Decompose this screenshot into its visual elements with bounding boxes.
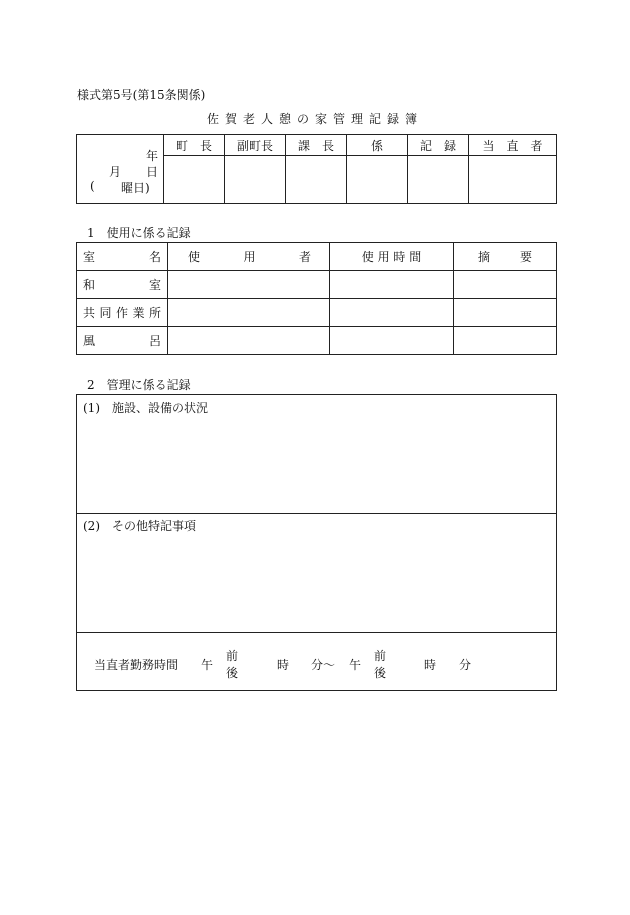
- duty-text: 午: [201, 658, 214, 672]
- usage-table: [76, 242, 557, 355]
- cell-time[interactable]: [330, 327, 454, 355]
- form-label: 様式第5号(第15条関係): [77, 88, 206, 102]
- stamp-box[interactable]: [408, 156, 469, 204]
- duty-text: 前: [226, 649, 239, 663]
- duty-hours-row: [77, 635, 556, 691]
- header-chou: 町 長: [164, 135, 225, 156]
- cell-user[interactable]: [168, 271, 330, 299]
- duty-text: 前: [374, 649, 387, 663]
- date-cell: [77, 135, 164, 204]
- section1-heading: 1 使用に係る記録: [87, 226, 191, 240]
- date-month: 月: [109, 165, 122, 179]
- stamp-box[interactable]: [164, 156, 225, 204]
- duty-text: 分〜: [311, 658, 336, 672]
- date-weekday: 曜日): [121, 181, 150, 195]
- special-notes-label: (2) その他特記事項: [83, 519, 196, 533]
- section2-heading: 2 管理に係る記録: [87, 378, 191, 392]
- header-fukuchou: 副町長: [225, 135, 286, 156]
- date-paren: (: [90, 179, 95, 193]
- duty-text: 時: [277, 658, 290, 672]
- duty-text: 分: [459, 658, 472, 672]
- stamp-box[interactable]: [347, 156, 408, 204]
- duty-text: 時: [424, 658, 437, 672]
- cell-summary[interactable]: [454, 299, 557, 327]
- col-user: 使 用 者: [168, 243, 330, 271]
- header-kakari: 係: [347, 135, 408, 156]
- header-kachou: 課 長: [286, 135, 347, 156]
- col-time: 使 用 時 間: [330, 243, 454, 271]
- col-summary: 摘 要: [454, 243, 557, 271]
- room-furo: 風 呂: [77, 327, 168, 355]
- duty-label: 当直者勤務時間: [94, 658, 179, 672]
- date-year: 年: [146, 149, 159, 163]
- cell-summary[interactable]: [454, 271, 557, 299]
- header-touchoku: 当 直 者: [469, 135, 557, 156]
- facility-status-field[interactable]: [77, 395, 556, 514]
- cell-time[interactable]: [330, 299, 454, 327]
- cell-user[interactable]: [168, 327, 330, 355]
- facility-status-label: (1) 施設、設備の状況: [83, 401, 208, 415]
- col-room: 室 名: [77, 243, 168, 271]
- room-washitsu: 和 室: [77, 271, 168, 299]
- duty-text: 午: [349, 658, 362, 672]
- stamp-box[interactable]: [286, 156, 347, 204]
- special-notes-field[interactable]: [77, 513, 556, 633]
- cell-summary[interactable]: [454, 327, 557, 355]
- header-kiroku: 記 録: [408, 135, 469, 156]
- room-kyoudou: 共 同 作 業 所: [77, 299, 168, 327]
- stamp-box[interactable]: [469, 156, 557, 204]
- stamp-box[interactable]: [225, 156, 286, 204]
- management-box: [76, 394, 557, 691]
- approval-table: [76, 134, 557, 204]
- cell-time[interactable]: [330, 271, 454, 299]
- duty-text: 後: [226, 666, 239, 680]
- cell-user[interactable]: [168, 299, 330, 327]
- duty-text: 後: [374, 666, 387, 680]
- page-title: 佐賀老人憩の家管理記録簿: [206, 112, 423, 126]
- date-day: 日: [146, 165, 159, 179]
